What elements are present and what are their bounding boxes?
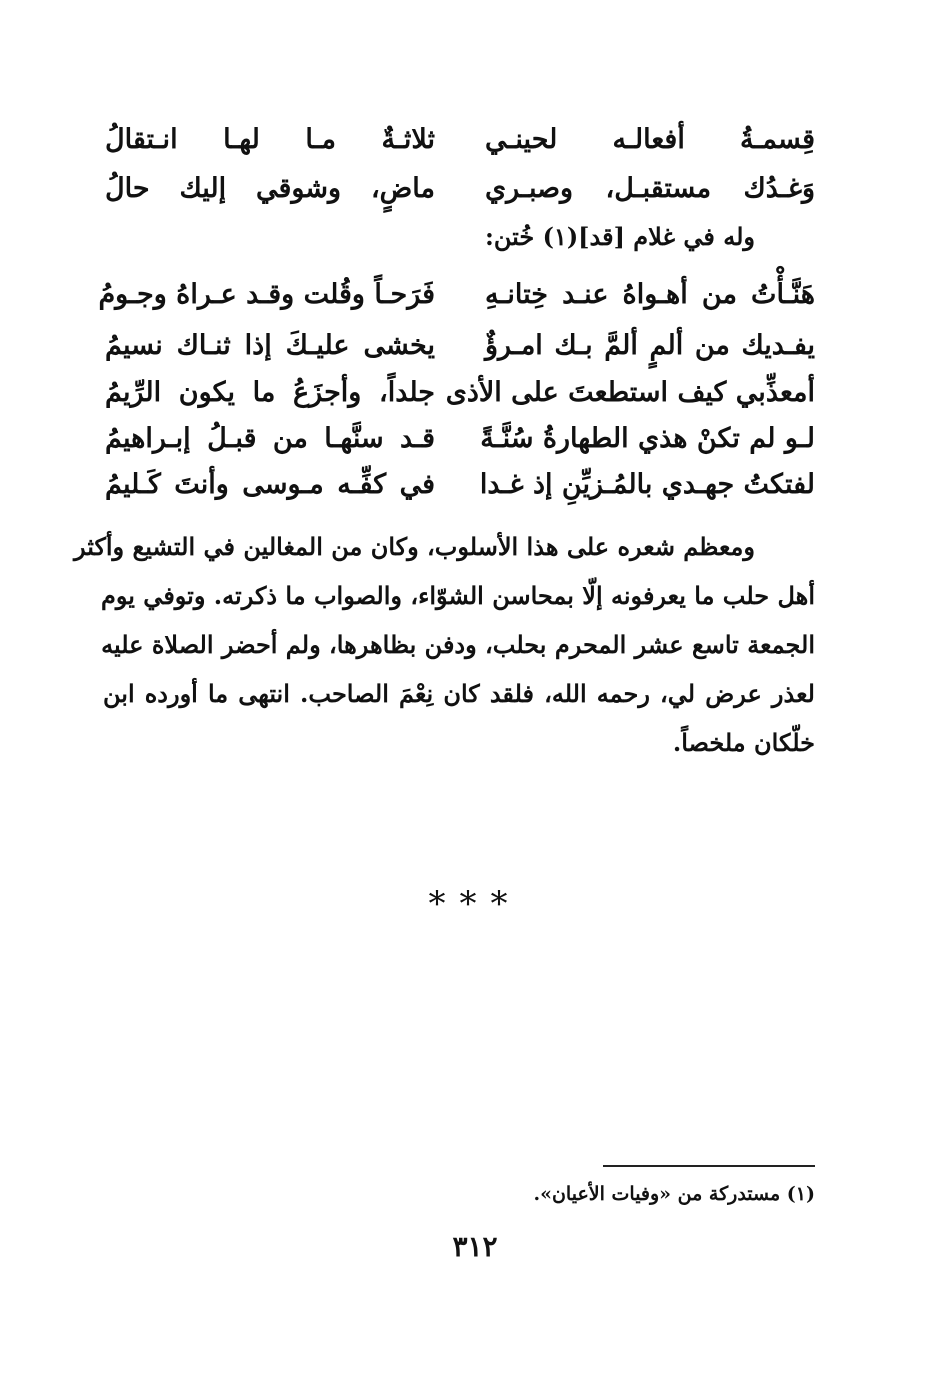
verse-line [105, 462, 815, 506]
prose-paragraph [73, 522, 815, 767]
footnote: (١) مستدركة من «وفيات الأعيان». [533, 1183, 815, 1205]
prose-line: لعذر عرض لي، رحمه الله، فلقد كان نِعْمَ الصاحب. انتهى ما أورده ابن [103, 679, 815, 708]
prose-line: ومعظم شعره على هذا الأسلوب، وكان من المغالين في التشيع وأكثر [73, 532, 755, 561]
prose-line: أهل حلب ما يعرفونه إلّا بمحاسن الشوّاء، والصواب ما ذكرته. وتوفي يوم [101, 581, 815, 610]
verse-line [105, 166, 815, 210]
verse-second-hemistich: ماضٍ، وشوقي إليك حالُ [105, 172, 435, 204]
verse-first-hemistich: هَنَّـأْتُ من أهـواهُ عنـد خِتانـهِ [485, 278, 815, 310]
verse-first-hemistich: وَغـدُك مستقبـل، وصبـري [485, 172, 815, 204]
verse-second-hemistich: يخشى عليـكَ إذا ثنـاك نسيمُ [105, 329, 435, 361]
verse-line [105, 117, 815, 161]
verse-line [105, 323, 815, 367]
verse-line [105, 370, 815, 414]
verse-first-hemistich: لفتكتُ جهـدي بالمُـزيِّنِ إذ غـدا [479, 468, 815, 500]
page-number: ٣١٢ [452, 1230, 498, 1263]
poem-intro: وله في غلام [قد](١) خُتن: [485, 222, 755, 251]
verse-first-hemistich: لـو لم تكنْ هذي الطهارةُ سُنَّـةً [480, 422, 815, 454]
footnote-rule [603, 1165, 815, 1167]
verse-line [98, 272, 815, 316]
prose-line: خلّكان ملخصاً. [672, 728, 815, 757]
verse-second-hemistich: قـد سنَّهـا من قبـلُ إبـراهيمُ [105, 422, 435, 454]
verse-second-hemistich: في كفِّـه مـوسى وأنتَ كَـليمُ [105, 468, 435, 500]
verse-second-hemistich: ثلاثـةٌ مـا لهـا انـتقالُ [105, 123, 435, 155]
section-separator: *** [428, 884, 522, 924]
verse-line [105, 416, 815, 460]
verse-first-hemistich: قِسمـةُ أفعالـه لحينـي [485, 123, 815, 155]
verse-first-hemistich: أمعذِّبي كيف استطعتَ على الأذى [445, 376, 815, 408]
verse-first-hemistich: يفـديك من ألمٍ ألمَّ بـك امـرؤٌ [485, 329, 815, 361]
verse-second-hemistich: جلداً، وأجزَعُ ما يكون الرِّيمُ [105, 376, 435, 408]
verse-second-hemistich: فَرَحـاً وقُلت وقـد عـراهُ وجـومُ [98, 278, 435, 310]
prose-line: الجمعة تاسع عشر المحرم بحلب، ودفن بظاهرها، ولم أحضر الصلاة عليه [101, 630, 815, 659]
